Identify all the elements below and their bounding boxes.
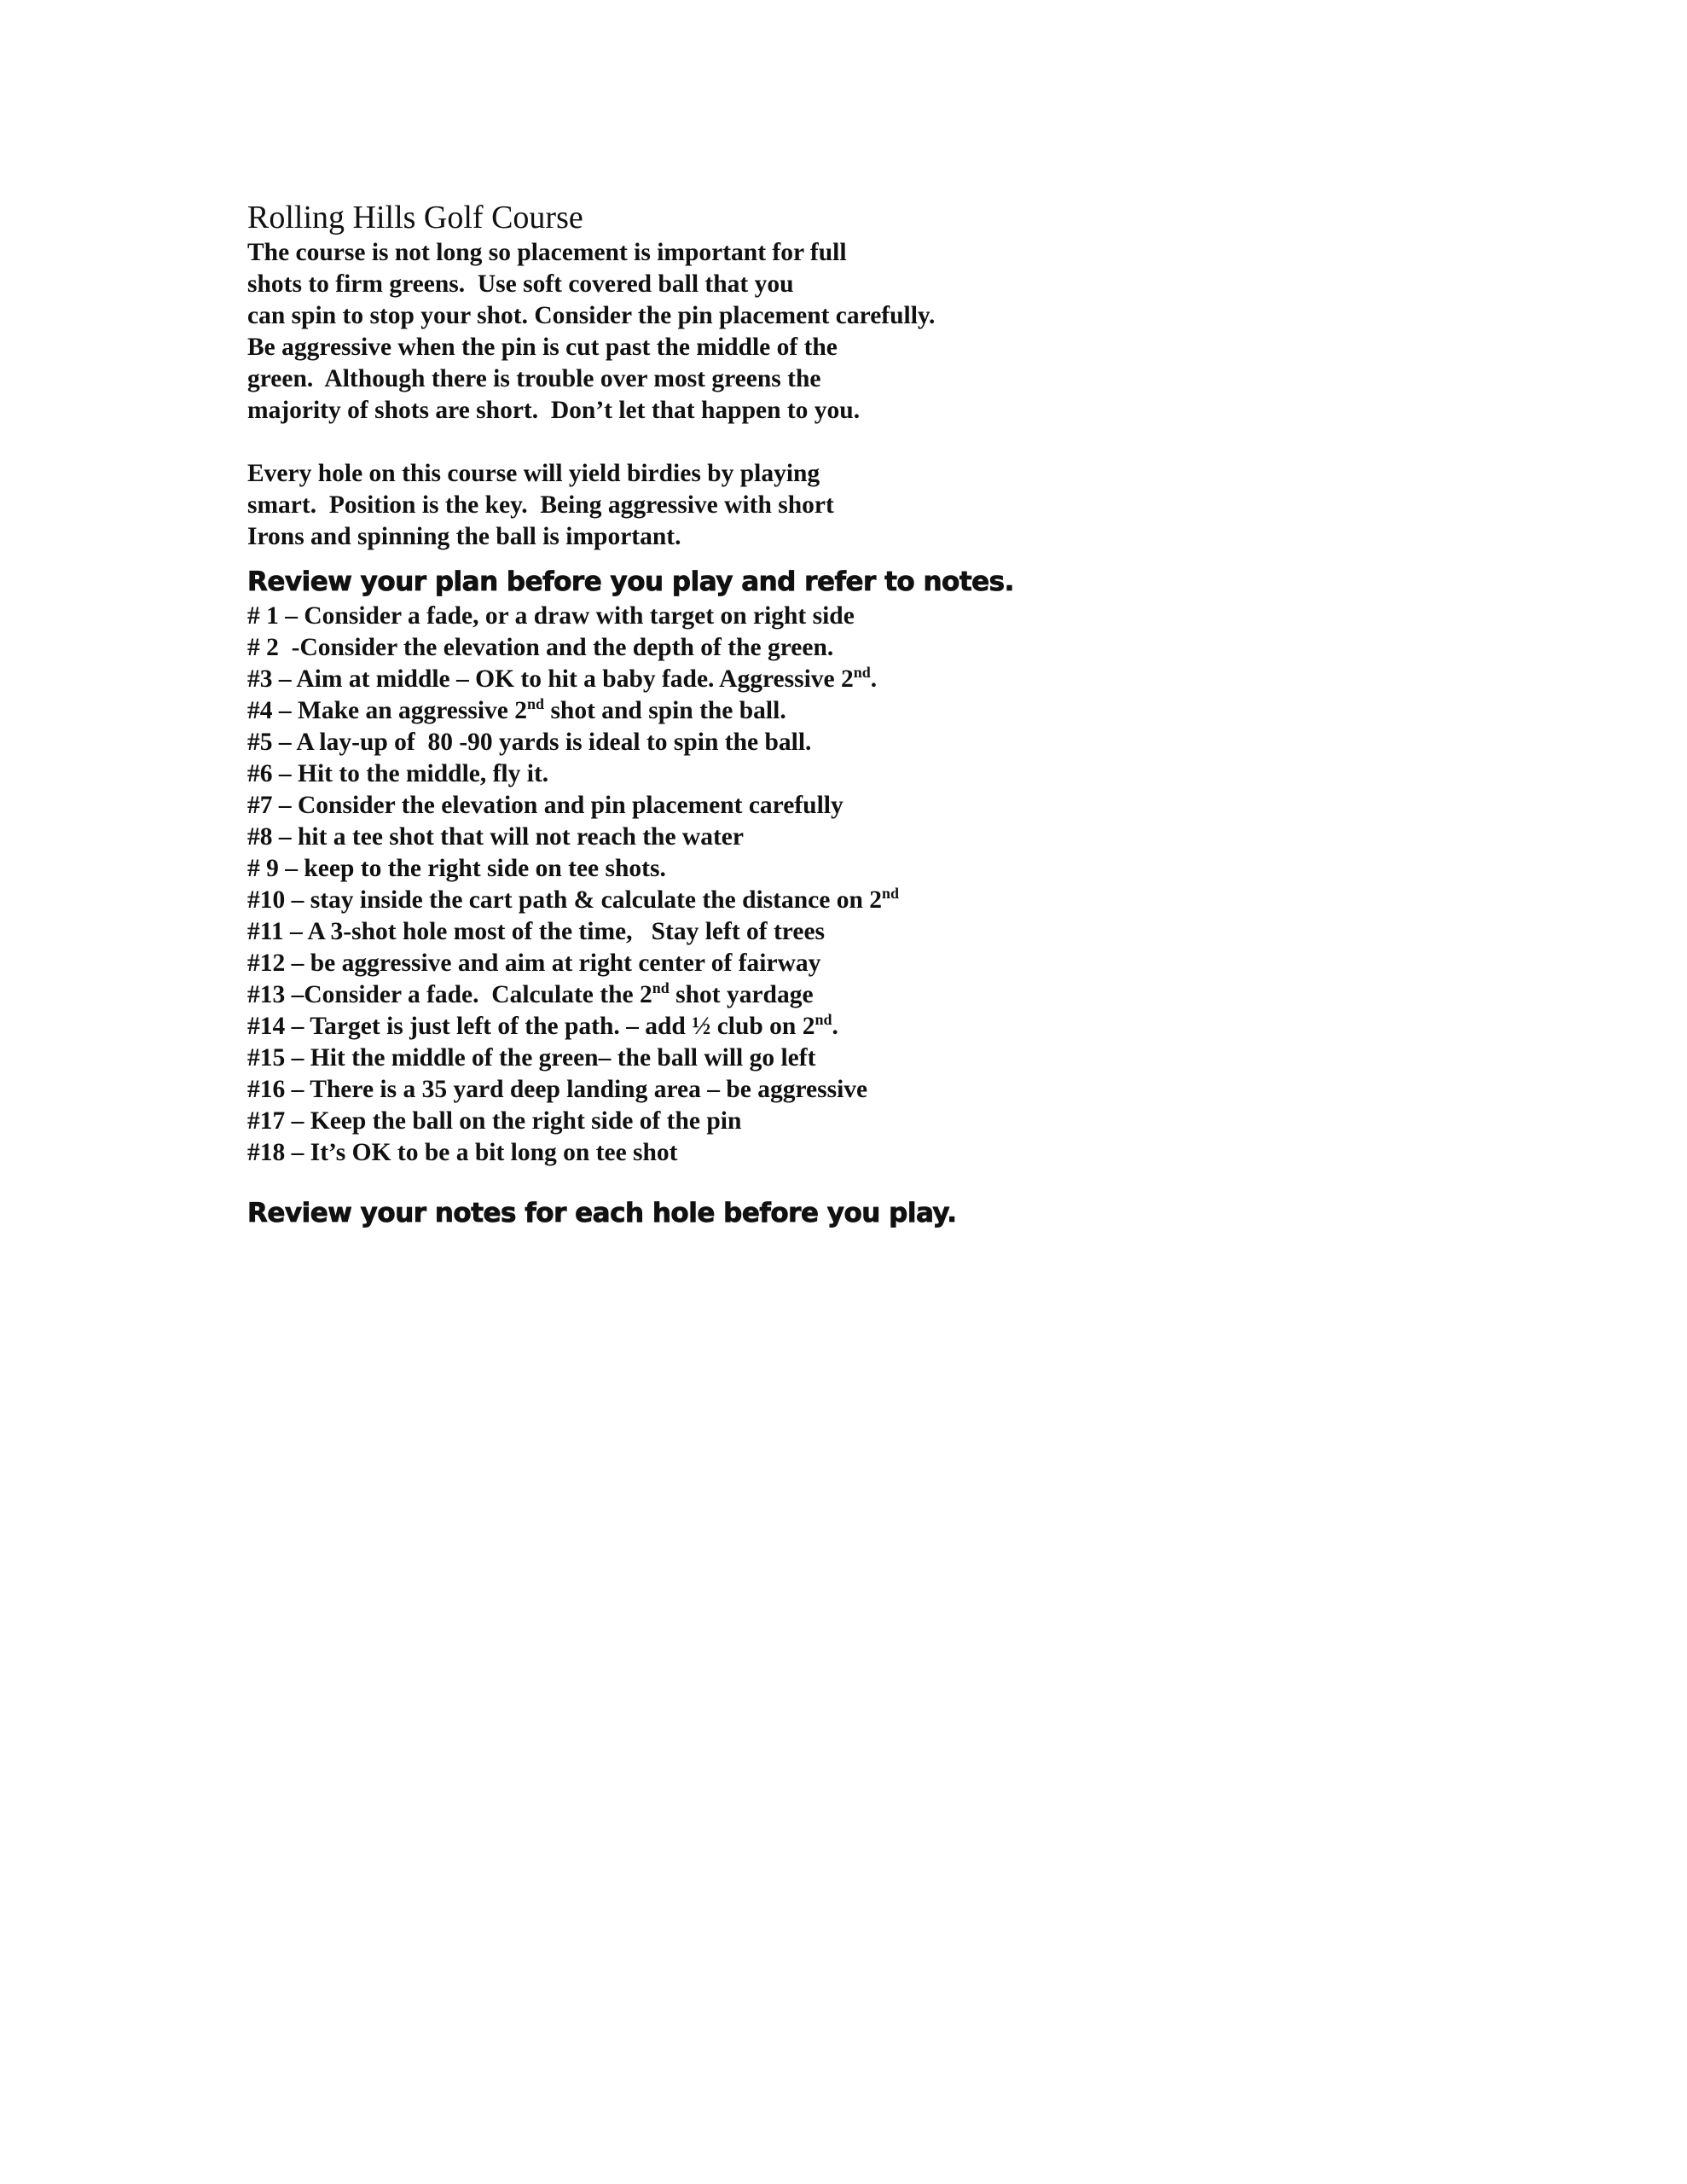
intro-line: shots to firm greens. Use soft covered ball that you (247, 270, 794, 298)
hole-note-15: #15 – Hit the middle of the green– the ball will go left (247, 1044, 816, 1072)
hole-note-10: #10 – stay inside the cart path & calculate the distance on 2nd (247, 885, 900, 914)
intro-line: The course is not long so placement is important for full (247, 239, 847, 266)
strategy-line: Every hole on this course will yield birdies by playing (247, 460, 820, 487)
intro-line: Be aggressive when the pin is cut past the middle of the (247, 334, 838, 361)
hole-note-2: # 2 -Consider the elevation and the depth of the green. (247, 634, 834, 661)
hole-note-11: #11 – A 3-shot hole most of the time, Stay left of trees (247, 918, 826, 945)
strategy-line: smart. Position is the key. Being aggressive with short (247, 491, 834, 519)
hole-note-9: # 9 – keep to the right side on tee shots. (247, 855, 666, 882)
strategy-paragraph (247, 458, 1527, 553)
intro-line: majority of shots are short. Don’t let that happen to you. (247, 397, 861, 424)
intro-paragraph (247, 237, 1527, 427)
strategy-line: Irons and spinning the ball is important. (247, 523, 681, 550)
paragraph-spacer (247, 427, 1527, 458)
document-title: Rolling Hills Golf Course (247, 200, 583, 235)
hole-notes-list (247, 601, 1527, 1169)
hole-note-7: #7 – Consider the elevation and pin placement carefully (247, 792, 844, 819)
document-page (247, 198, 1527, 1232)
hole-note-4: #4 – Make an aggressive 2nd shot and spin the ball. (247, 695, 786, 724)
hole-note-12: #12 – be aggressive and aim at right center of fairway (247, 950, 821, 977)
closing-heading: Review your notes for each hole before you play. (247, 1198, 957, 1228)
intro-line: can spin to stop your shot. Consider the pin placement carefully. (247, 302, 936, 329)
plan-heading: Review your plan before you play and refer to notes. (247, 566, 1014, 597)
hole-note-14: #14 – Target is just left of the path. – add ½ club on 2nd. (247, 1011, 838, 1040)
hole-note-13: #13 –Consider a fade. Calculate the 2nd shot yardage (247, 979, 814, 1008)
intro-line: green. Although there is trouble over most greens the (247, 365, 821, 392)
hole-note-6: #6 – Hit to the middle, fly it. (247, 760, 549, 787)
hole-note-8: #8 – hit a tee shot that will not reach the water (247, 823, 744, 851)
hole-note-5: #5 – A lay-up of 80 -90 yards is ideal to spin the ball. (247, 729, 812, 756)
hole-note-1: # 1 – Consider a fade, or a draw with target on right side (247, 602, 855, 630)
hole-note-3: #3 – Aim at middle – OK to hit a baby fade. Aggressive 2nd. (247, 664, 878, 693)
hole-note-18: #18 – It’s OK to be a bit long on tee shot (247, 1139, 678, 1166)
hole-note-17: #17 – Keep the ball on the right side of the pin (247, 1107, 742, 1135)
hole-note-16: #16 – There is a 35 yard deep landing area – be aggressive (247, 1076, 868, 1103)
